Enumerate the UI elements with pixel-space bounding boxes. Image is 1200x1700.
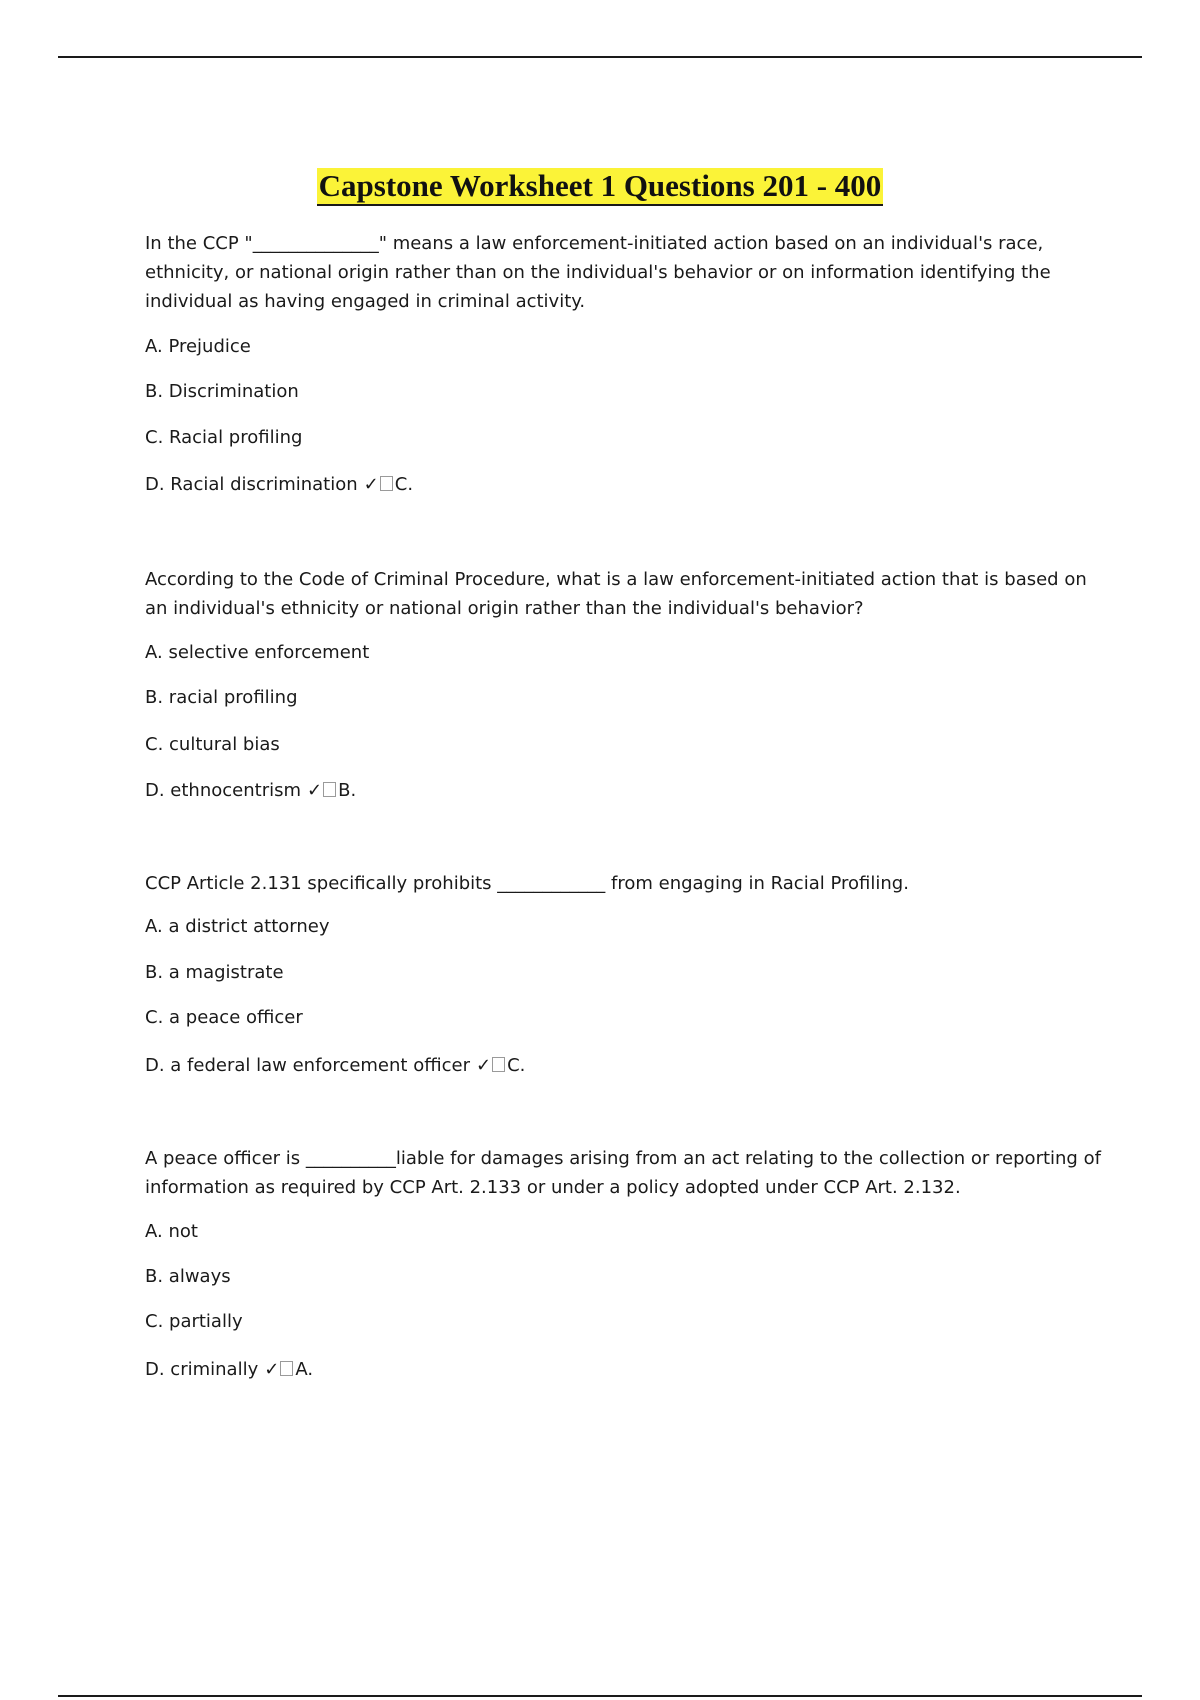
question-1-option-d-line (145, 473, 413, 497)
page-title: Capstone Worksheet 1 Questions 201 - 400 (317, 168, 884, 206)
question-3 (145, 869, 1105, 1076)
question-1 (145, 229, 1105, 495)
question-4-answer: A. (295, 1359, 314, 1380)
question-1-option-d: D. Racial discrimination (145, 474, 358, 495)
question-1-stem: In the CCP "______________" means a law enforcement-initiated action based on an individual's race, ethnicity, or national origin rather than on the individual's behavior or on information identifying the individual as having engaged in criminal activity. (145, 233, 1051, 312)
question-2-option-b: B. racial profiling (145, 687, 298, 708)
question-3-option-d: D. a federal law enforcement officer (145, 1055, 470, 1076)
checkbox-placeholder-icon (492, 1057, 505, 1072)
question-4-option-a: A. not (145, 1221, 198, 1242)
checkbox-placeholder-icon (380, 476, 393, 491)
check-mark-icon: ✓ (264, 1359, 280, 1380)
question-3-option-d-line (145, 1054, 525, 1078)
question-3-option-a: A. a district attorney (145, 916, 330, 937)
checkbox-placeholder-icon (280, 1361, 293, 1376)
checkbox-placeholder-icon (323, 782, 336, 797)
top-rule (58, 56, 1142, 58)
question-2-option-a: A. selective enforcement (145, 642, 370, 663)
question-3-option-b: B. a magistrate (145, 962, 284, 983)
question-3-answer: C. (507, 1055, 526, 1076)
question-4-option-c: C. partially (145, 1311, 243, 1332)
check-mark-icon: ✓ (307, 780, 323, 801)
title-container (0, 168, 1200, 206)
question-4-option-d: D. criminally (145, 1359, 259, 1380)
question-3-stem: CCP Article 2.131 specifically prohibits ____________ from engaging in Racial Profiling. (145, 873, 909, 894)
bottom-rule (58, 1695, 1142, 1697)
question-2-option-d: D. ethnocentrism (145, 780, 302, 801)
check-mark-icon: ✓ (363, 474, 379, 495)
question-4-stem: A peace officer is __________liable for damages arising from an act relating to the collection or reporting of information as required by CCP Art. 2.133 or under a policy adopted under CCP Art. 2.132. (145, 1148, 1101, 1198)
question-4-option-d-line (145, 1358, 313, 1382)
question-1-option-a: A. Prejudice (145, 336, 251, 357)
question-1-option-b: B. Discrimination (145, 381, 299, 402)
question-2-option-c: C. cultural bias (145, 734, 280, 755)
question-1-answer: C. (394, 474, 414, 495)
question-2 (145, 565, 1105, 801)
question-2-option-d-line (145, 779, 356, 803)
check-mark-icon: ✓ (475, 1055, 492, 1076)
question-2-stem: According to the Code of Criminal Procedure, what is a law enforcement-initiated action that is based on an individual's ethnicity or national origin rather than the individual's behavior? (145, 569, 1087, 619)
question-2-answer: B. (338, 780, 357, 801)
question-1-option-c: C. Racial profiling (145, 427, 303, 448)
question-4 (145, 1144, 1105, 1380)
question-3-option-c: C. a peace officer (145, 1007, 303, 1028)
question-4-option-b: B. always (145, 1266, 231, 1287)
